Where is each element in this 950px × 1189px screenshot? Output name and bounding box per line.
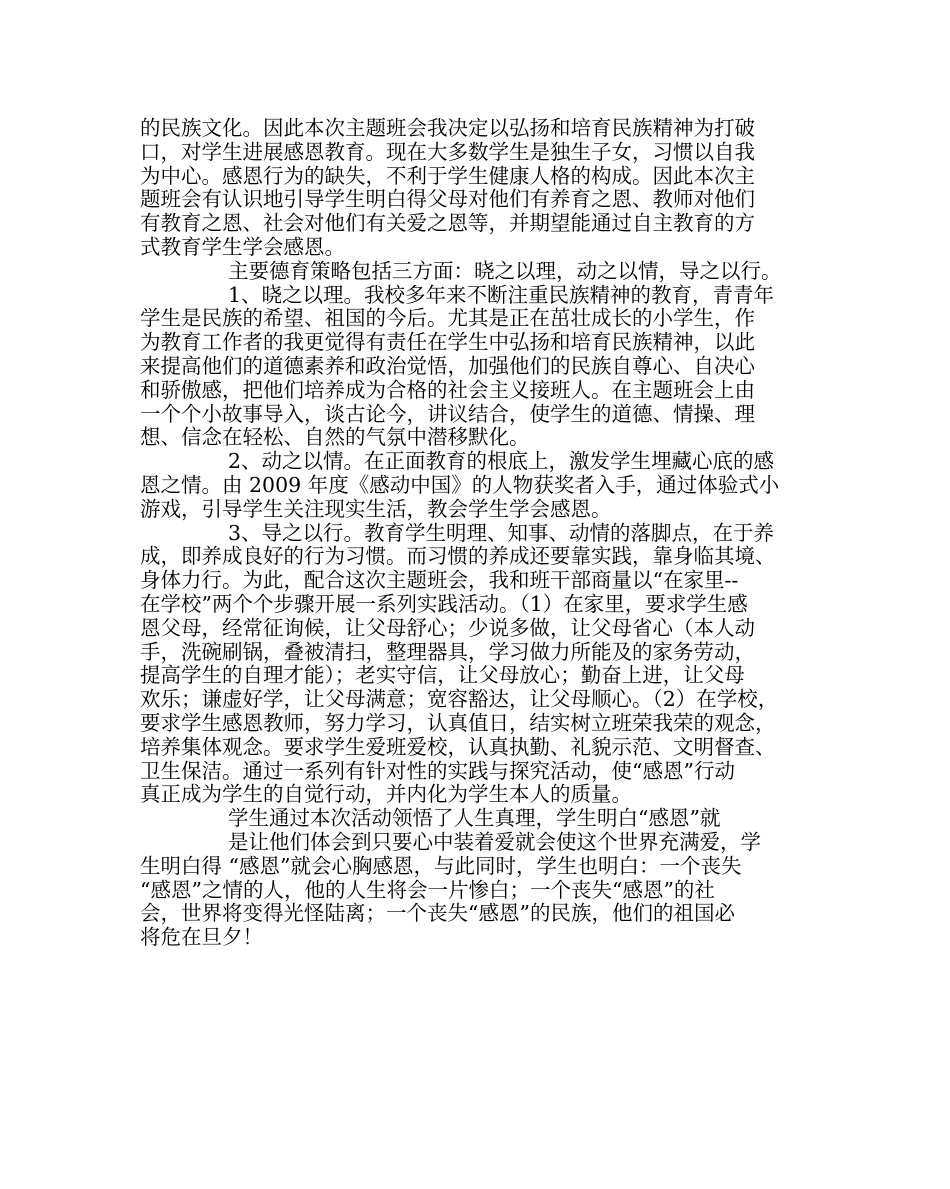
text-line: 口，对学生进展感恩教育。现在大多数学生是独生子女，习惯以自我: [140, 139, 755, 164]
text-line: 将危在旦夕！: [140, 925, 263, 950]
paragraph-start-line: 2、动之以情。在正面教育的根底上，激发学生埋藏心底的感: [228, 449, 775, 474]
text-line: 有教育之恩、社会对他们有关爱之恩等，并期望能通过自主教育的方: [140, 211, 755, 236]
text-line: 恩之情。由 2009 年度《感动中国》的人物获奖者入手，通过体验式小: [140, 472, 780, 497]
paragraph-start-line: 主要德育策略包括三方面：晓之以理，动之以情，导之以行。: [228, 258, 782, 283]
text-line: 想、信念在轻松、自然的气氛中潜移默化。: [140, 425, 530, 450]
paragraph-start-line: 是让他们体会到只要心中装着爱就会使这个世界充满爱，学: [228, 829, 761, 854]
text-line: 要求学生感恩教师，努力学习，认真值日，结实树立班荣我荣的观念，: [140, 710, 776, 735]
text-line: 一个个小故事导入，谈古论今，讲议结合，使学生的道德、情操、理: [140, 401, 755, 426]
text-line: 真正成为学生的自觉行动，并内化为学生本人的质量。: [140, 782, 632, 807]
text-line: 培养集体观念。要求学生爱班爱校，认真执勤、礼貌示范、文明督查、: [140, 734, 776, 759]
text-line: 卫生保洁。通过一系列有针对性的实践与探究活动，使“感恩”行动: [140, 758, 735, 783]
text-line: 欢乐；谦虚好学，让父母满意；宽容豁达，让父母顺心。（2）在学校，: [140, 687, 779, 712]
text-line: 身体力行。为此，配合这次主题班会，我和班干部商量以“在家里--: [140, 568, 739, 593]
paragraph-start-line: 1、晓之以理。我校多年来不断注重民族精神的教育，青青年: [228, 282, 775, 307]
text-line: “感恩”之情的人，他的人生将会一片惨白；一个丧失“感恩”的社: [140, 877, 715, 902]
text-line: 为中心。感恩行为的缺失，不利于学生健康人格的构成。因此本次主: [140, 163, 755, 188]
text-line: 题班会有认识地引导学生明白得父母对他们有养育之恩、教师对他们: [140, 187, 755, 212]
text-line: 提高学生的自理才能）；老实守信，让父母放心；勤奋上进，让父母: [140, 663, 745, 688]
text-line: 会，世界将变得光怪陆离；一个丧失“感恩”的民族，他们的祖国必: [140, 901, 735, 926]
paragraph-start-line: 3、导之以行。教育学生明理、知事、动情的落脚点，在于养: [228, 520, 775, 545]
document-body: [140, 117, 830, 950]
text-line: 式教育学生学会感恩。: [140, 234, 345, 259]
paragraph-start-line: 学生通过本次活动领悟了人生真理，学生明白“感恩”就: [228, 806, 721, 831]
text-line: 来提高他们的道德素养和政治觉悟，加强他们的民族自尊心、自决心: [140, 353, 755, 378]
text-line: 成，即养成良好的行为习惯。而习惯的养成还要靠实践，靠身临其境、: [140, 544, 776, 569]
text-line: 的民族文化。因此本次主题班会我决定以弘扬和培育民族精神为打破: [140, 116, 755, 140]
text-line: 恩父母，经常征询候，让父母舒心；少说多做，让父母省心（本人动: [140, 615, 755, 640]
text-line: 在学校”两个个步骤开展一系列实践活动。（1）在家里，要求学生感: [140, 591, 748, 616]
text-line: 手，洗碗刷锅，叠被清扫，整理器具，学习做力所能及的家务劳动，: [140, 639, 755, 664]
text-line: 为教育工作者的我更觉得有责任在学生中弘扬和培育民族精神，以此: [140, 330, 755, 355]
text-line: 游戏，引导学生关注现实生活，教会学生学会感恩。: [140, 496, 612, 521]
text-line: 生明白得 “感恩”就会心胸感恩，与此同时，学生也明白：一个丧失: [140, 853, 742, 878]
text-line: 学生是民族的希望、祖国的今后。尤其是正在茁壮成长的小学生，作: [140, 306, 755, 331]
text-line: 和骄傲感，把他们培养成为合格的社会主义接班人。在主题班会上由: [140, 377, 755, 402]
